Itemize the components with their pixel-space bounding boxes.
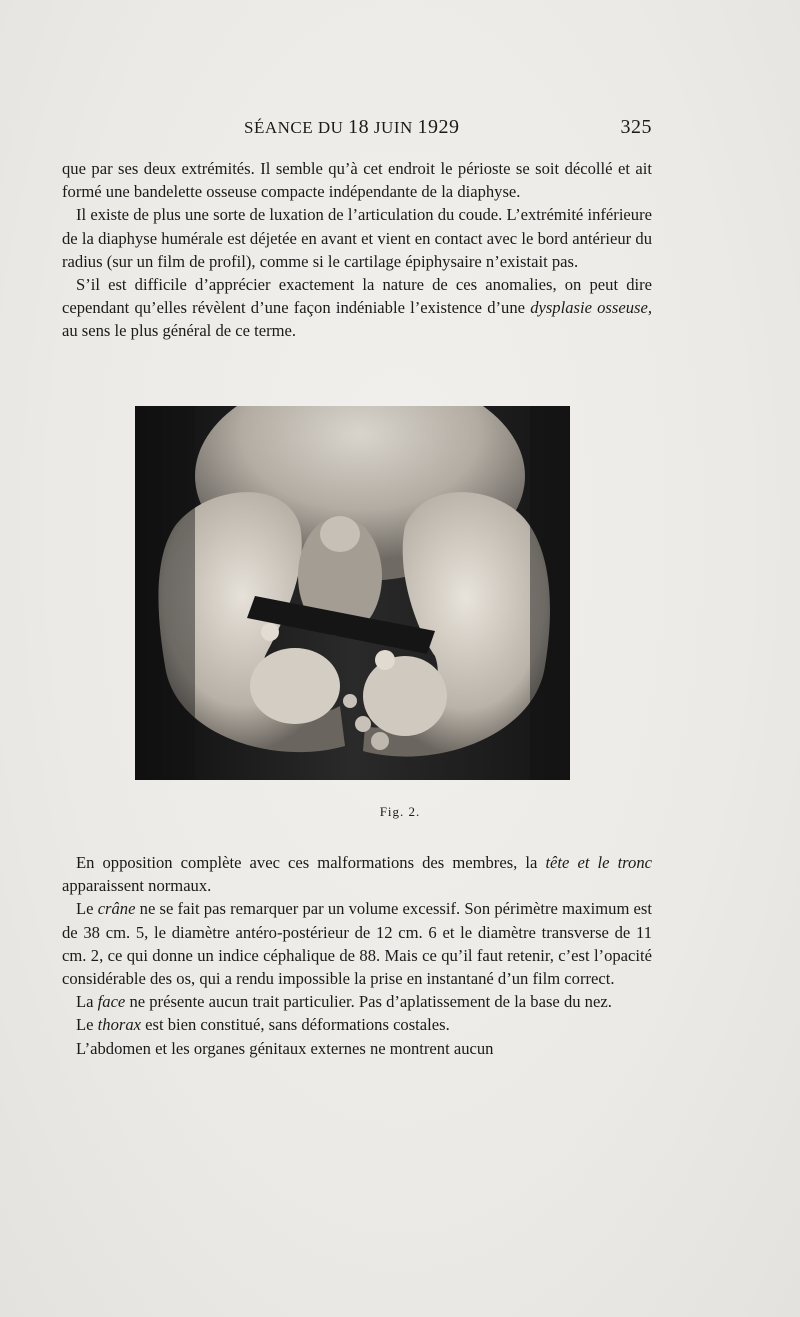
running-title bbox=[244, 116, 460, 139]
paragraph bbox=[62, 990, 652, 1013]
emphasis-text: crâne bbox=[97, 899, 136, 919]
paragraph bbox=[62, 851, 652, 897]
running-title-day: 18 bbox=[348, 116, 370, 138]
running-title-month: JUIN bbox=[369, 118, 418, 137]
figure-caption: Fig. 2. bbox=[379, 804, 421, 819]
running-header bbox=[62, 116, 652, 140]
page-number: 325 bbox=[620, 116, 652, 138]
paragraph-text: S’il est difficile d’apprécier exactement la nature de ces anomalies, on peut dire cependant qu’elles révèlent d’une façon indéniable l’existence d’une bbox=[62, 275, 652, 318]
emphasis-text: thorax bbox=[97, 1015, 141, 1035]
paragraph-text: ne présente aucun trait particulier. Pas d’aplatissement de la base du nez. bbox=[125, 992, 612, 1012]
figure-photograph bbox=[135, 406, 570, 780]
paragraph-text: La bbox=[76, 992, 98, 1012]
paragraph-text: En opposition complète avec ces malformations des membres, la bbox=[76, 853, 546, 872]
running-title-year: 1929 bbox=[417, 116, 460, 138]
text-block-top bbox=[62, 157, 652, 343]
paragraph bbox=[62, 1013, 652, 1036]
emphasis-text: face bbox=[97, 992, 126, 1012]
paragraph: que par ses deux extrémités. Il semble qu’à cet endroit le périoste se soit décollé et ait formé une bandelette osseuse compacte indépendante de la diaphyse. bbox=[62, 159, 652, 202]
paragraph-text: Le bbox=[76, 899, 98, 919]
emphasis-text: tête et le tronc bbox=[545, 853, 652, 872]
paragraph bbox=[62, 273, 652, 343]
running-title-prefix: SÉANCE DU bbox=[244, 118, 349, 137]
paragraph-text: Le bbox=[76, 1015, 98, 1035]
paragraph: L’abdomen et les organes génitaux externes ne montrent aucun bbox=[76, 1038, 494, 1058]
paragraph: Il existe de plus une sorte de luxation de l’articulation du coude. L’extrémité inférieure de la diaphyse humérale est déjetée en avant et vient en contact avec le bord antérieur du radius (sur un film de profil), comme si le cartilage épiphysaire n’existait pas. bbox=[62, 205, 652, 271]
paragraph-text: ne se fait pas remarquer par un volume excessif. Son périmètre maximum est de 38 cm. 5, le diamètre antéro-postérieur de 12 cm. 6 et le diamètre transverse de 11 cm. 2, ce qui donne un indice céphalique de 88. Mais ce qu’il faut retenir, c’est l’opacité considérable des os, qui a rendu impossible la prise en instantané d’un film correct. bbox=[62, 899, 652, 989]
text-block-bottom bbox=[62, 851, 652, 1060]
paragraph-text: apparaissent normaux. bbox=[62, 876, 212, 896]
paragraph-text: est bien constitué, sans déformations costales. bbox=[140, 1015, 450, 1035]
paragraph bbox=[62, 897, 652, 990]
photograph-illustration bbox=[135, 406, 570, 780]
emphasis-text: dysplasie osseuse, bbox=[530, 298, 652, 318]
paragraph-text: au sens le plus général de ce terme. bbox=[62, 321, 297, 341]
